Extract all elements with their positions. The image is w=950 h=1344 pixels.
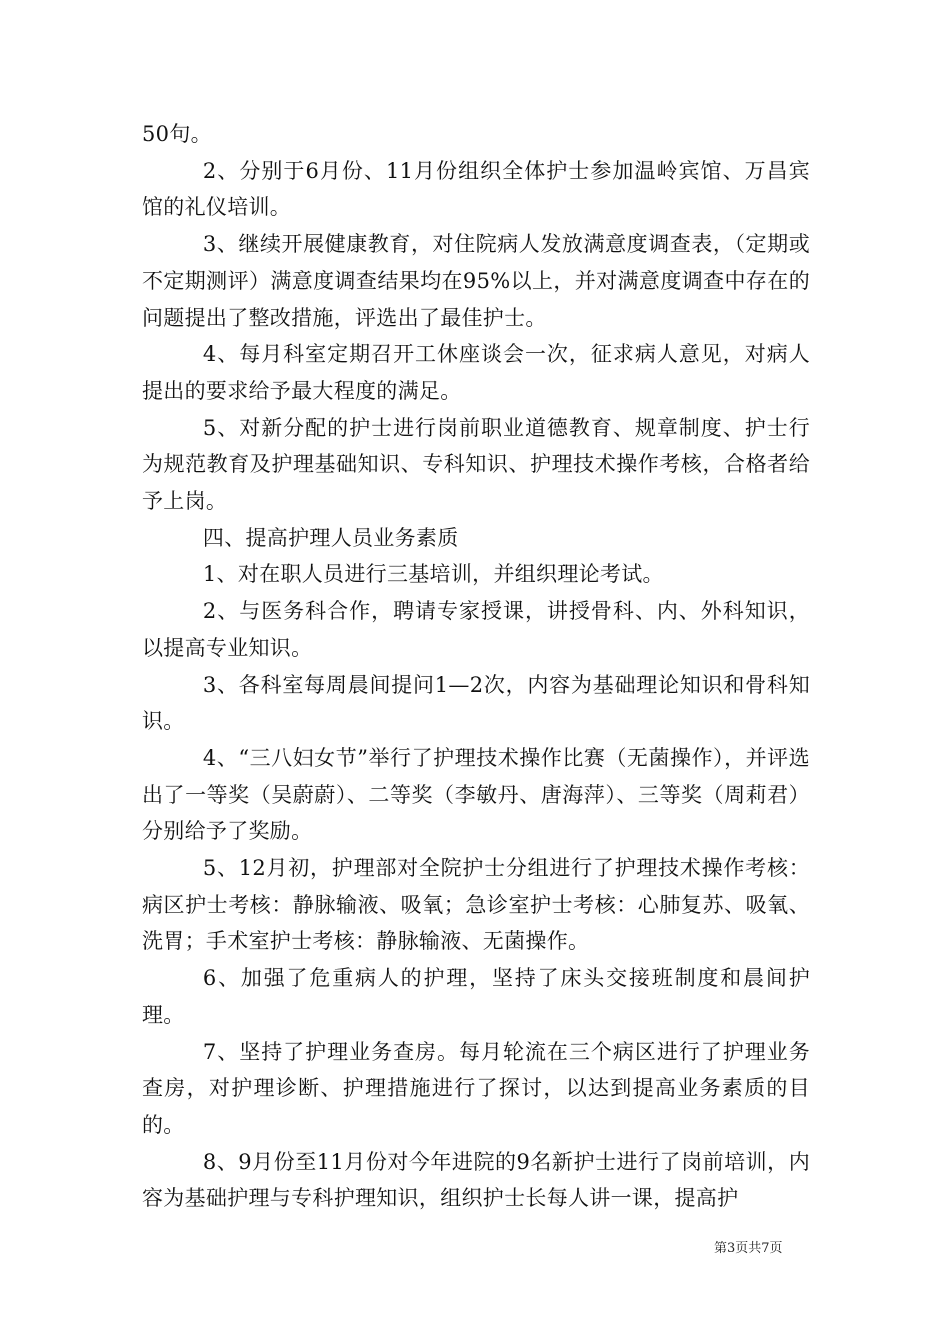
paragraph: 2、分别于6月份、11月份组织全体护士参加温岭宾馆、万昌宾馆的礼仪培训。 — [142, 158, 810, 220]
paragraph: 6、加强了危重病人的护理，坚持了床头交接班制度和晨间护理。 — [142, 966, 810, 1027]
document-body — [142, 116, 810, 1217]
paragraph: 4、“三八妇女节”举行了护理技术操作比赛（无菌操作），并评选出了一等奖（吴蔚蔚）、二等奖（李敏丹、唐海萍）、三等奖（周莉君）分别给予了奖励。 — [142, 745, 810, 844]
paragraph: 3、继续开展健康教育，对住院病人发放满意度调查表，（定期或不定期测评）满意度调查结果均在95%以上，并对满意度调查中存在的问题提出了整改措施，评选出了最佳护士。 — [142, 232, 810, 330]
paragraph: 50句。 — [142, 122, 212, 146]
paragraph: 8、9月份至11月份对今年进院的9名新护士进行了岗前培训，内容为基础护理与专科护理知识，组织护士长每人讲一课，提高护 — [142, 1149, 810, 1211]
paragraph: 4、每月科室定期召开工休座谈会一次，征求病人意见，对病人提出的要求给予最大程度的满足。 — [142, 342, 810, 403]
paragraph: 7、坚持了护理业务查房。每月轮流在三个病区进行了护理业务查房，对护理诊断、护理措施进行了探讨，以达到提高业务素质的目的。 — [142, 1039, 810, 1137]
paragraph: 1、对在职人员进行三基培训，并组织理论考试。 — [202, 562, 664, 587]
page-number: 第3页共7页 — [714, 1241, 783, 1256]
paragraph: 四、提高护理人员业务素质 — [202, 525, 459, 550]
paragraph: 5、对新分配的护士进行岗前职业道德教育、规章制度、护士行为规范教育及护理基础知识、专科知识、护理技术操作考核，合格者给予上岗。 — [142, 415, 810, 514]
paragraph: 2、与医务科合作，聘请专家授课，讲授骨科、内、外科知识，以提高专业知识。 — [142, 599, 810, 660]
paragraph: 5、12月初，护理部对全院护士分组进行了护理技术操作考核：病区护士考核：静脉输液、吸氧；急诊室护士考核：心肺复苏、吸氧、洗胃；手术室护士考核：静脉输液、无菌操作。 — [142, 856, 810, 954]
paragraph: 3、各科室每周晨间提问1—2次，内容为基础理论知识和骨科知识。 — [142, 672, 810, 734]
